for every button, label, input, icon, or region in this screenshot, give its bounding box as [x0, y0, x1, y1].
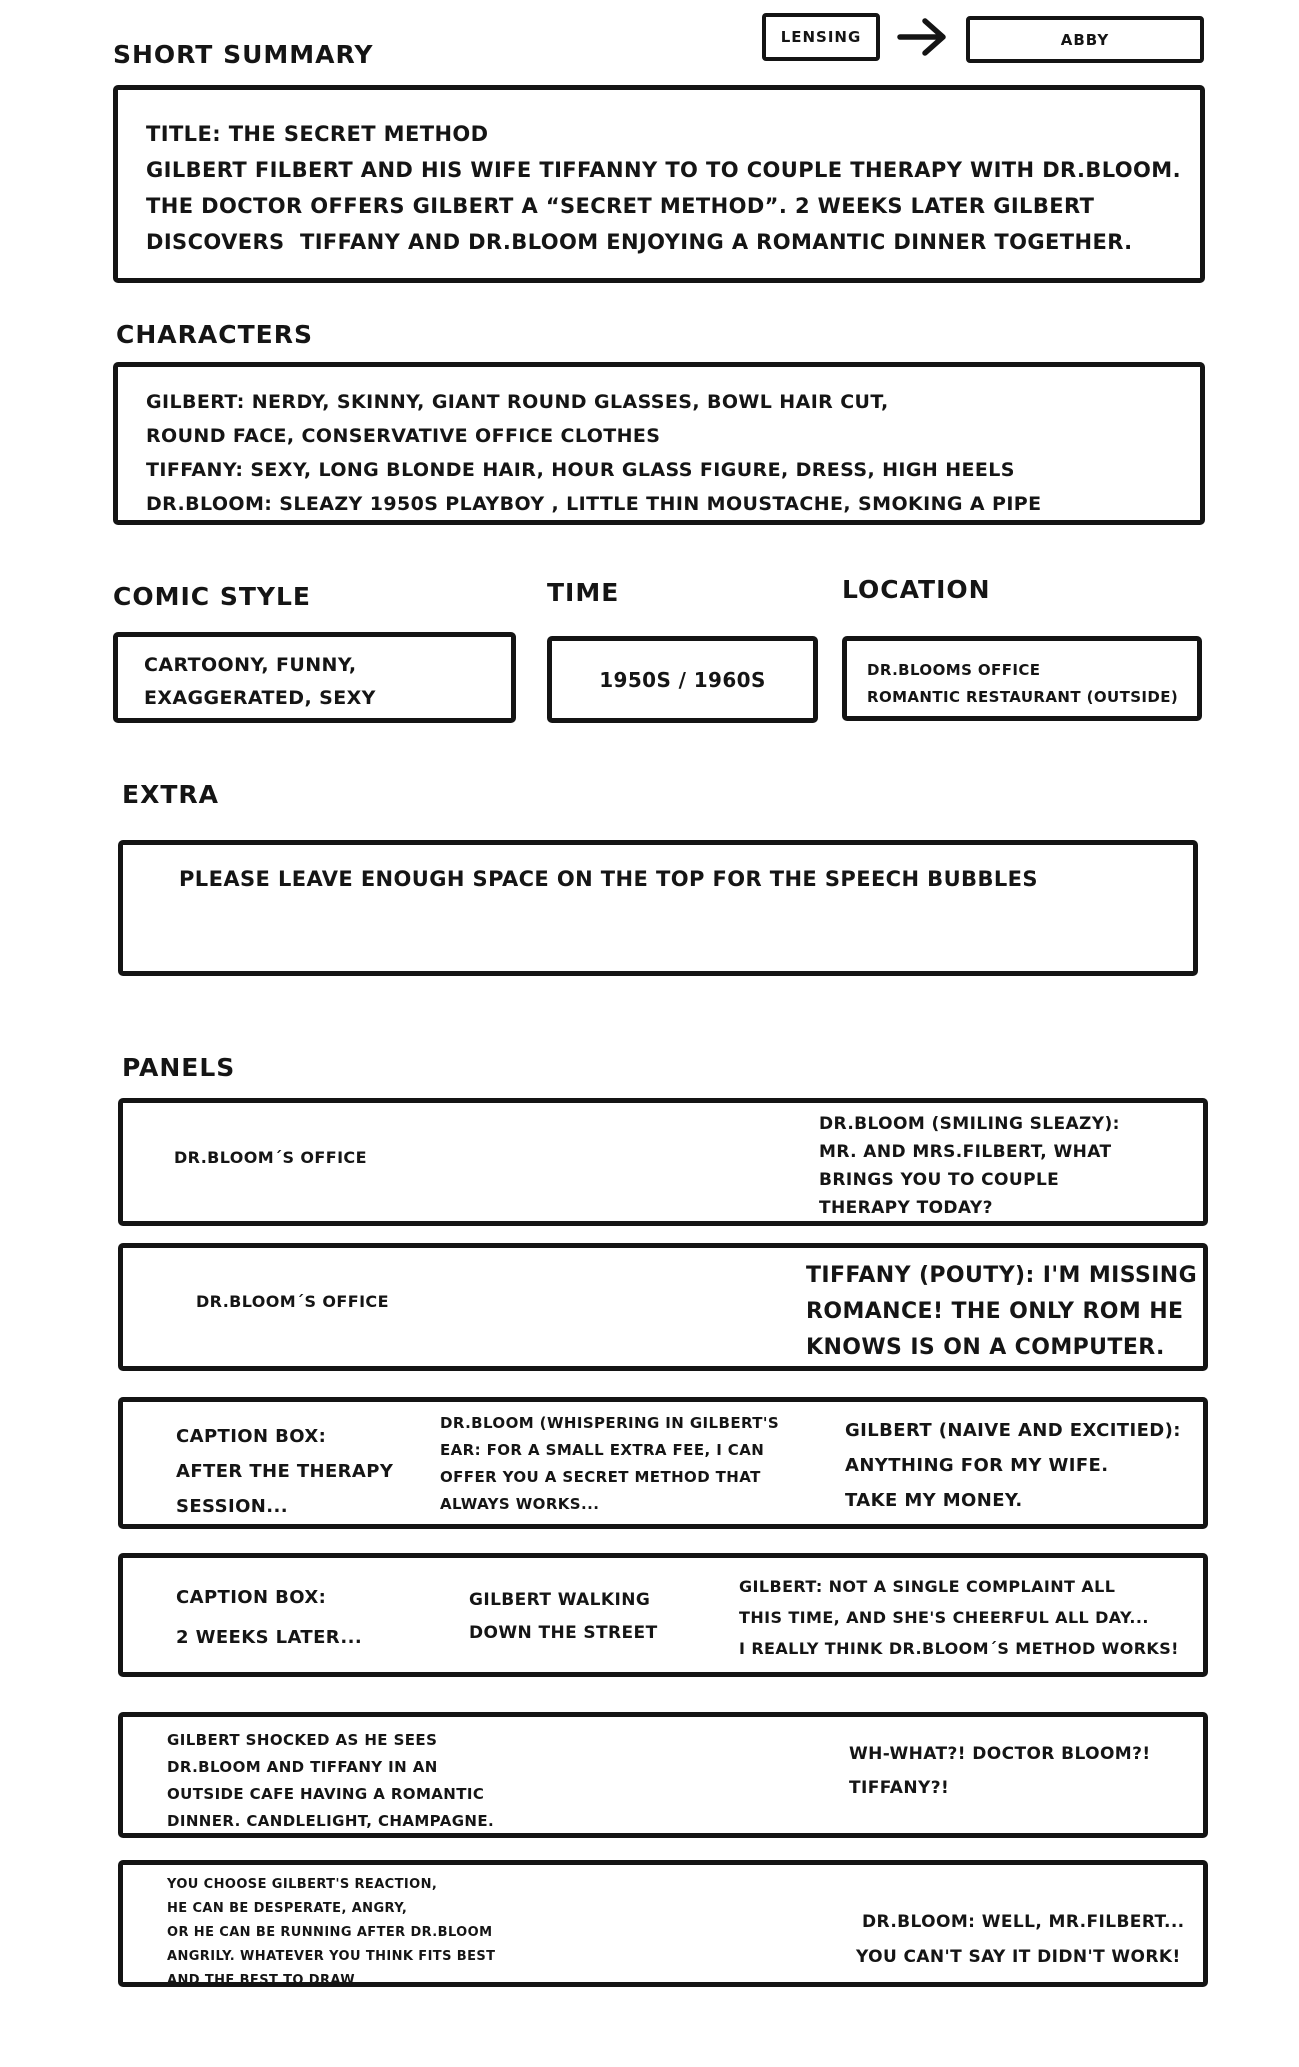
comic-style-box — [113, 632, 516, 723]
panel-dialogue-line: WH-WHAT?! DOCTOR BLOOM?! — [849, 1744, 1151, 1764]
workflow-from-label: LENSING — [780, 28, 862, 46]
panel-action-line: DOWN THE STREET — [469, 1623, 658, 1643]
short-summary-box — [113, 85, 1205, 283]
location-heading: LOCATION — [842, 575, 991, 604]
panel-scene: DR.BLOOM´S OFFICE — [174, 1148, 367, 1167]
panel-scene: DR.BLOOM´S OFFICE — [196, 1292, 389, 1311]
panel-row-4 — [118, 1553, 1208, 1677]
panel-caption-line: 2 WEEKS LATER... — [176, 1627, 363, 1648]
panel-action-line: AND THE BEST TO DRAW — [167, 1973, 356, 1988]
panel-action-line: GILBERT SHOCKED AS HE SEES — [167, 1731, 438, 1749]
comic-style-line: CARTOONY, FUNNY, — [144, 654, 357, 676]
panel-dialogue-line: KNOWS IS ON A COMPUTER. — [806, 1335, 1165, 1360]
panel-action-line: YOU CHOOSE GILBERT'S REACTION, — [167, 1877, 438, 1892]
panel-action-line: ANGRILY. WHATEVER YOU THINK FITS BEST — [167, 1949, 496, 1964]
time-box — [547, 636, 818, 723]
comic-style-line: EXAGGERATED, SEXY — [144, 687, 376, 709]
panel-row-6 — [118, 1860, 1208, 1987]
location-line: DR.BLOOMS OFFICE — [867, 661, 1041, 679]
workflow-to-label: ABBY — [1060, 30, 1110, 49]
summary-line: TITLE: THE SECRET METHOD — [146, 122, 489, 146]
characters-box — [113, 362, 1205, 525]
panel-caption-line: CAPTION BOX: — [176, 1426, 327, 1447]
panel-dialogue-line: DR.BLOOM: WELL, MR.FILBERT... — [862, 1912, 1185, 1932]
panel-action-line: EAR: FOR A SMALL EXTRA FEE, I CAN — [440, 1441, 765, 1459]
character-line: DR.BLOOM: SLEAZY 1950S PLAYBOY , LITTLE THIN MOUSTACHE, SMOKING A PIPE — [146, 493, 1042, 515]
characters-heading: CHARACTERS — [116, 320, 313, 349]
extra-heading: EXTRA — [122, 780, 220, 809]
workflow-from-box — [762, 13, 880, 61]
panel-action-line: HE CAN BE DESPERATE, ANGRY, — [167, 1901, 408, 1916]
panel-action-line: DR.BLOOM AND TIFFANY IN AN — [167, 1758, 438, 1776]
summary-line: GILBERT FILBERT AND HIS WIFE TIFFANNY TO TO COUPLE THERAPY WITH DR.BLOOM. — [146, 158, 1181, 182]
panel-action-line: OR HE CAN BE RUNNING AFTER DR.BLOOM — [167, 1925, 493, 1940]
panel-dialogue-line: YOU CAN'T SAY IT DIDN'T WORK! — [856, 1947, 1181, 1967]
panel-row-2 — [118, 1243, 1208, 1371]
arrow-right-icon — [896, 14, 952, 60]
summary-line: THE DOCTOR OFFERS GILBERT A “SECRET METHOD”. 2 WEEKS LATER GILBERT — [146, 194, 1095, 218]
panel-action-line: OUTSIDE CAFE HAVING A ROMANTIC — [167, 1785, 485, 1803]
panel-dialogue-line: BRINGS YOU TO COUPLE — [819, 1170, 1060, 1190]
location-box — [842, 636, 1202, 721]
character-line: ROUND FACE, CONSERVATIVE OFFICE CLOTHES — [146, 425, 661, 447]
workflow-to-box — [966, 16, 1204, 63]
location-line: ROMANTIC RESTAURANT (OUTSIDE) — [867, 688, 1179, 706]
panel-dialogue-line: THIS TIME, AND SHE'S CHEERFUL ALL DAY... — [739, 1608, 1149, 1627]
panel-dialogue-line: I REALLY THINK DR.BLOOM´S METHOD WORKS! — [739, 1639, 1179, 1658]
character-line: TIFFANY: SEXY, LONG BLONDE HAIR, HOUR GLASS FIGURE, DRESS, HIGH HEELS — [146, 459, 1015, 481]
extra-box — [118, 840, 1198, 976]
panel-dialogue-line: TAKE MY MONEY. — [845, 1490, 1023, 1511]
panel-row-1 — [118, 1098, 1208, 1226]
panel-dialogue-line: MR. AND MRS.FILBERT, WHAT — [819, 1142, 1112, 1162]
panel-action-line: ALWAYS WORKS... — [440, 1495, 600, 1513]
panel-row-5 — [118, 1712, 1208, 1838]
panel-dialogue-line: ANYTHING FOR MY WIFE. — [845, 1455, 1109, 1476]
panel-action-line: DINNER. CANDLELIGHT, CHAMPAGNE. — [167, 1812, 495, 1830]
panel-dialogue-line: TIFFANY (POUTY): I'M MISSING — [806, 1263, 1198, 1288]
panel-caption-line: AFTER THE THERAPY — [176, 1461, 394, 1482]
time-heading: TIME — [547, 578, 620, 607]
short-summary-heading: SHORT SUMMARY — [113, 40, 374, 69]
character-line: GILBERT: NERDY, SKINNY, GIANT ROUND GLASSES, BOWL HAIR CUT, — [146, 391, 889, 413]
comic-style-heading: COMIC STYLE — [113, 582, 311, 611]
panel-dialogue-line: ROMANCE! THE ONLY ROM HE — [806, 1299, 1184, 1324]
extra-text: PLEASE LEAVE ENOUGH SPACE ON THE TOP FOR THE SPEECH BUBBLES — [179, 867, 1038, 891]
summary-line: DISCOVERS TIFFANY AND DR.BLOOM ENJOYING A ROMANTIC DINNER TOGETHER. — [146, 230, 1133, 254]
panel-caption-line: SESSION... — [176, 1496, 288, 1517]
panel-dialogue-line: TIFFANY?! — [849, 1778, 950, 1798]
panel-action-line: DR.BLOOM (WHISPERING IN GILBERT'S — [440, 1414, 780, 1432]
panel-action-line: GILBERT WALKING — [469, 1590, 651, 1610]
panel-caption-line: CAPTION BOX: — [176, 1587, 327, 1608]
panels-heading: PANELS — [122, 1053, 236, 1082]
panel-row-3 — [118, 1397, 1208, 1529]
panel-action-line: OFFER YOU A SECRET METHOD THAT — [440, 1468, 761, 1486]
time-value: 1950S / 1960S — [599, 667, 766, 692]
panel-dialogue-line: DR.BLOOM (SMILING SLEAZY): — [819, 1114, 1120, 1134]
panel-dialogue-line: GILBERT (NAIVE AND EXCITIED): — [845, 1420, 1181, 1441]
panel-dialogue-line: THERAPY TODAY? — [819, 1198, 993, 1218]
panel-dialogue-line: GILBERT: NOT A SINGLE COMPLAINT ALL — [739, 1577, 1116, 1596]
